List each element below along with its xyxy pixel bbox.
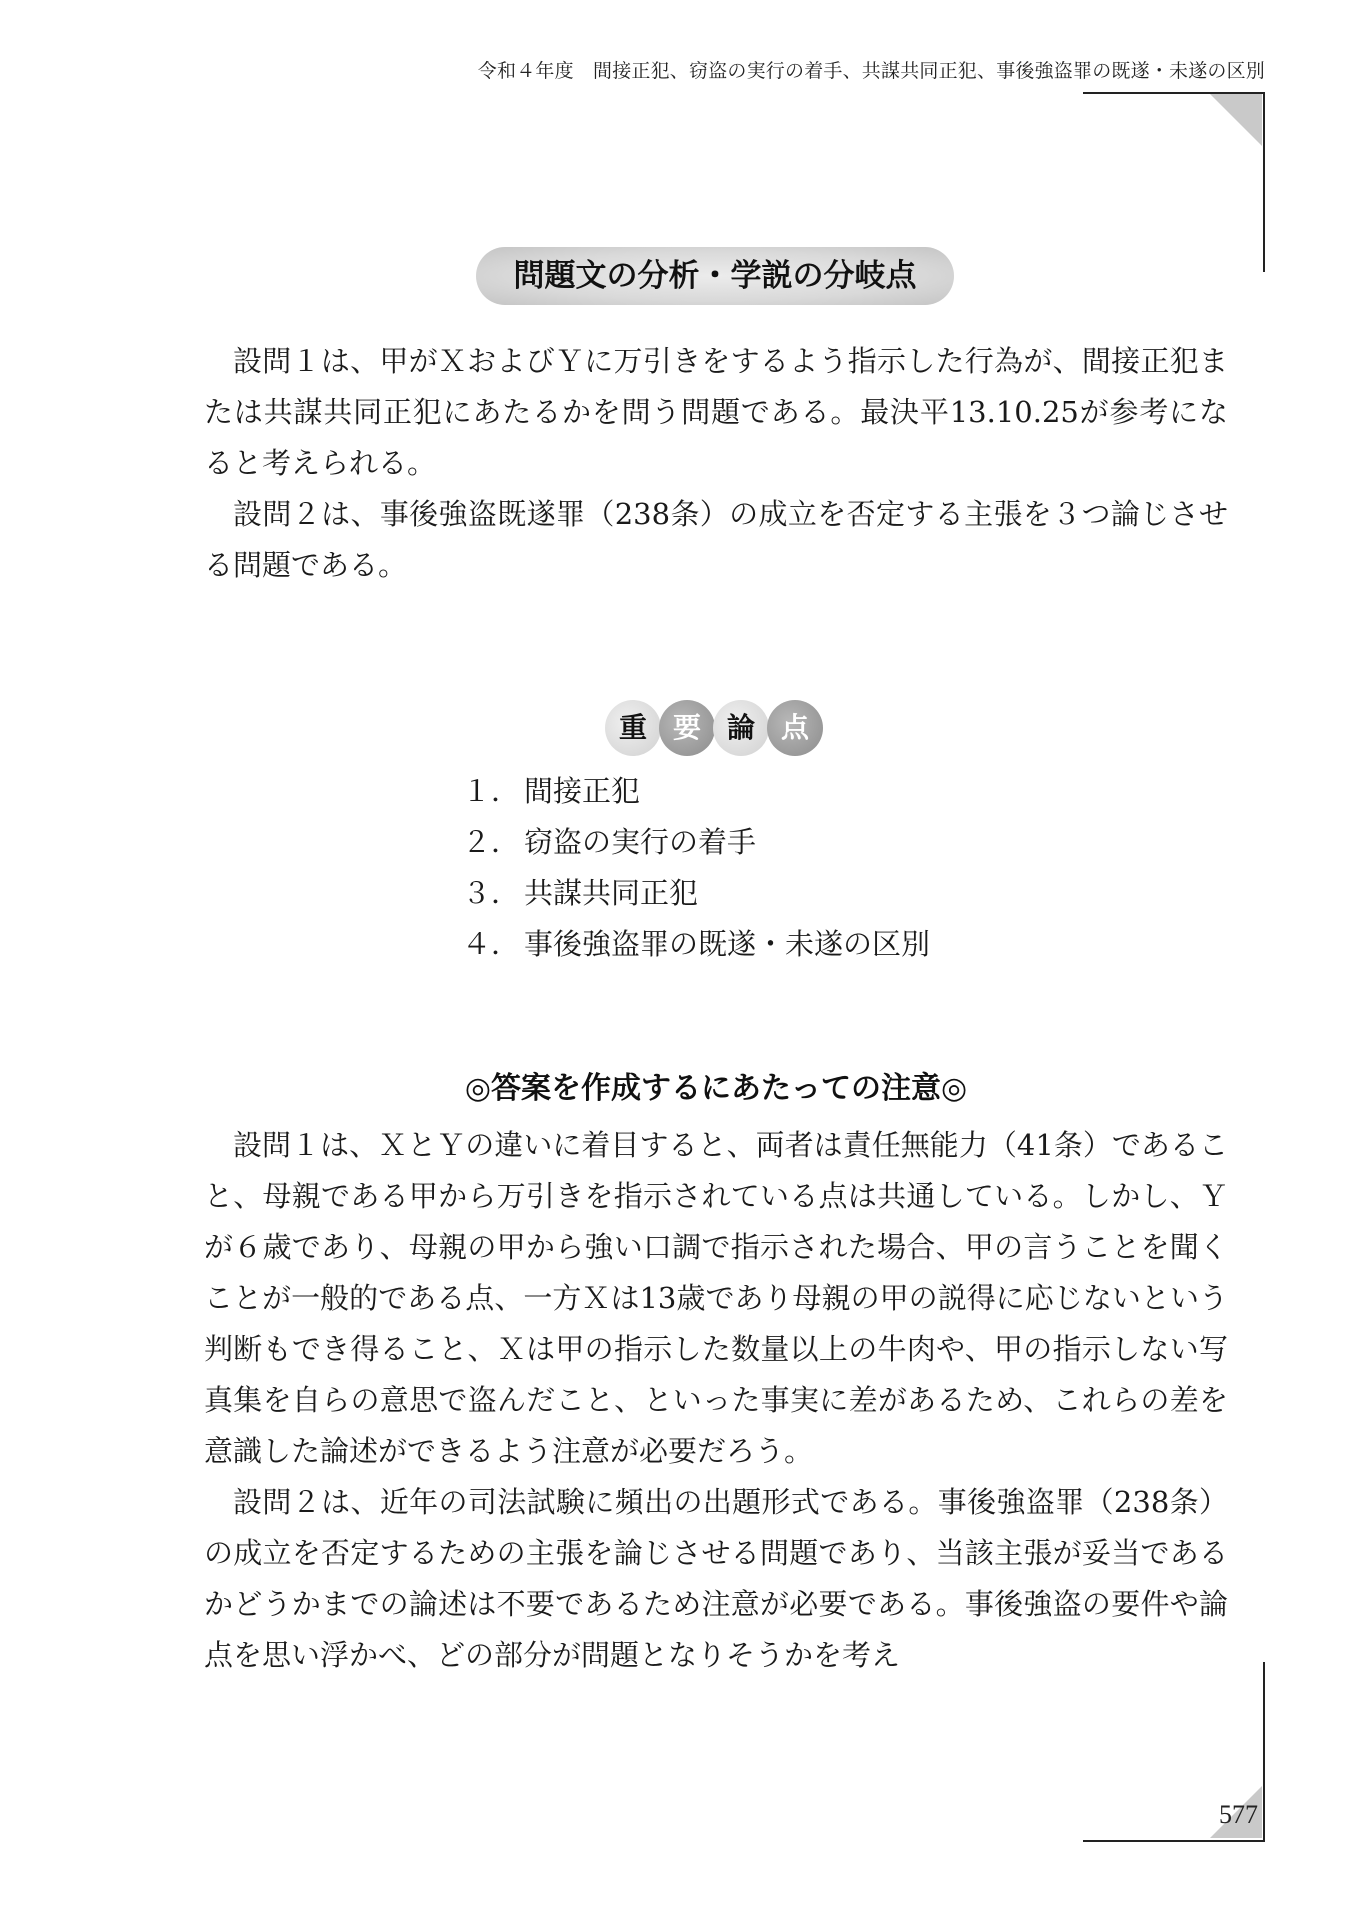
list-item: ２． 窃盗の実行の着手 bbox=[462, 825, 757, 859]
title-char: 重 bbox=[605, 700, 661, 756]
corner-decoration-top bbox=[1210, 94, 1262, 146]
analysis-body bbox=[204, 336, 1228, 591]
section-title-analysis: 問題文の分析・学説の分岐点 bbox=[476, 247, 954, 305]
key-points-list bbox=[462, 766, 930, 970]
paragraph: 設問２は、事後強盗既遂罪（238条）の成立を否定する主張を３つ論じさせる問題である。 bbox=[204, 497, 1228, 582]
section-title-key-points bbox=[605, 700, 821, 756]
title-char: 点 bbox=[767, 700, 823, 756]
list-item: １． 間接正犯 bbox=[462, 774, 641, 808]
footer-vertical-rule bbox=[1263, 1662, 1265, 1842]
footer-rule bbox=[1083, 1840, 1265, 1842]
paragraph: 設問２は、近年の司法試験に頻出の出題形式である。事後強盗罪（238条）の成立を否定するための主張を論じさせる問題であり、当該主張が妥当であるかどうかまでの論述は不要であるため注意が必要である。事後強盗の要件や論点を思い浮かべ、どの部分が問題となりそうかを考え bbox=[204, 1485, 1228, 1672]
list-item: ３． 共謀共同正犯 bbox=[462, 876, 699, 910]
notice-body bbox=[204, 1120, 1228, 1681]
paragraph: 設問１は、ＸとＹの違いに着目すると、両者は責任無能力（41条）であること、母親である甲から万引きを指示されている点は共通している。しかし、Ｙが６歳であり、母親の甲から強い口調で指示された場合、甲の言うことを聞くことが一般的である点、一方Ｘは13歳であり母親の甲の説得に応じないという判断もでき得ること、Ｘは甲の指示した数量以上の牛肉や、甲の指示しない写真集を自らの意思で盗んだこと、といった事実に差があるため、これらの差を意識した論述ができるよう注意が必要だろう。 bbox=[204, 1128, 1228, 1468]
section-title-notice: ◎答案を作成するにあたっての注意◎ bbox=[464, 1071, 968, 1106]
header-vertical-rule bbox=[1263, 92, 1265, 272]
list-item: ４． 事後強盗罪の既遂・未遂の区別 bbox=[462, 927, 931, 961]
running-head: 令和４年度 間接正犯、窃盗の実行の着手、共謀共同正犯、事後強盗罪の既遂・未遂の区別 bbox=[477, 60, 1265, 82]
page-number: 577 bbox=[1219, 1800, 1258, 1829]
title-char: 要 bbox=[659, 700, 715, 756]
paragraph: 設問１は、甲がＸおよびＹに万引きをするよう指示した行為が、間接正犯または共謀共同正犯にあたるかを問う問題である。最決平13.10.25が参考になると考えられる。 bbox=[204, 344, 1228, 480]
title-char: 論 bbox=[713, 700, 769, 756]
